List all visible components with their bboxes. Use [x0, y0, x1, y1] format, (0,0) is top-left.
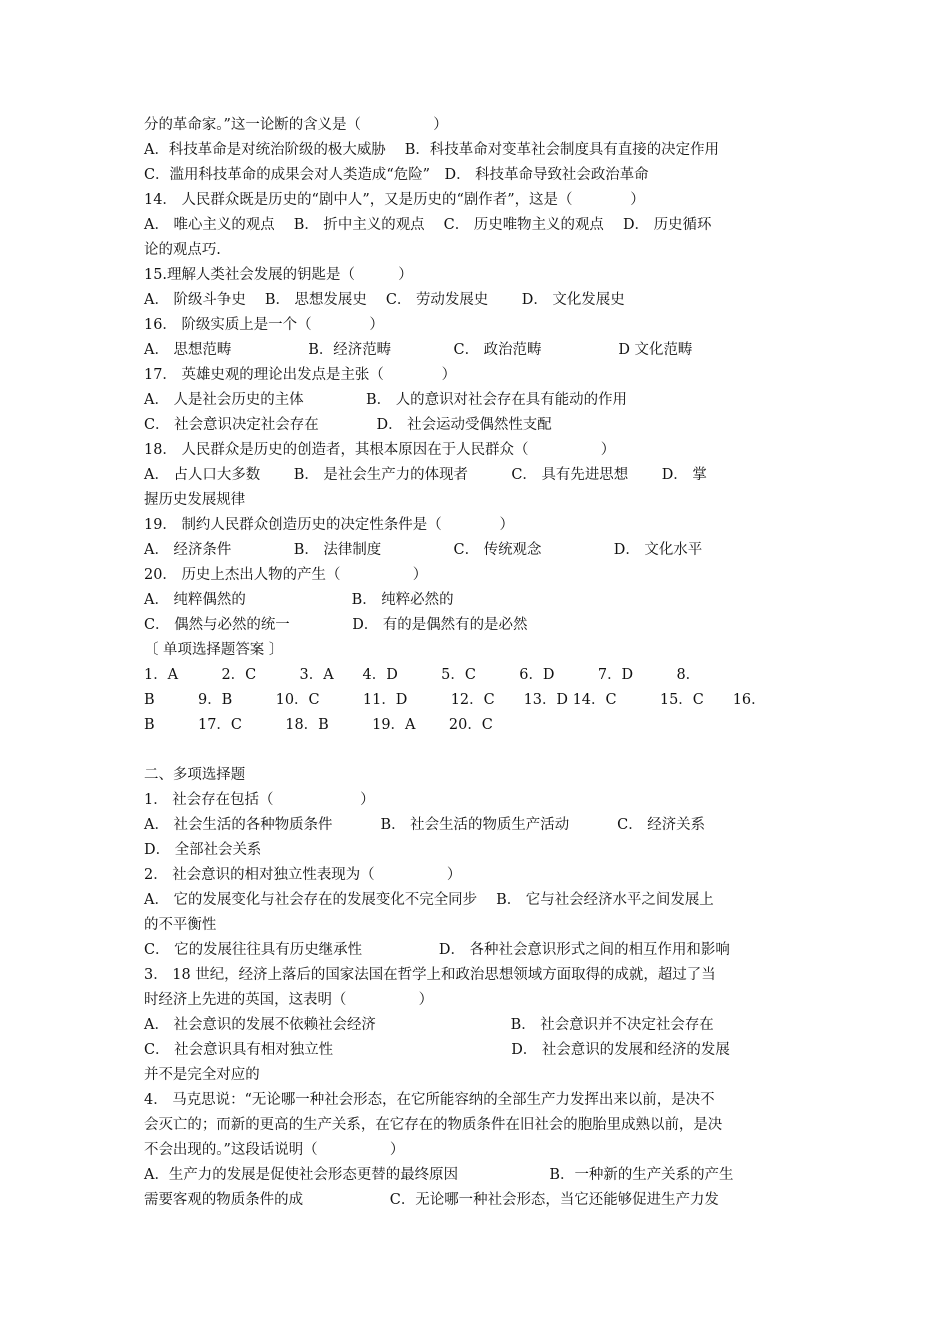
text-line: 14． 人民群众既是历史的“剧中人”，又是历史的“剧作者”，这是（ ）	[144, 192, 645, 208]
text-line: 分的革命家。”这一论断的含义是（ ）	[144, 117, 448, 133]
text-line: 1．A 2．C 3．A 4．D 5．C 6．D 7．D 8．	[144, 667, 701, 683]
text-line: C． 社会意识决定社会存在 D． 社会运动受偶然性支配	[144, 417, 552, 433]
text-line: A． 纯粹偶然的 B． 纯粹必然的	[144, 592, 454, 608]
text-line: 19． 制约人民群众创造历史的决定性条件是（ ）	[144, 517, 514, 533]
text-line: B 17．C 18．B 19．A 20．C	[144, 717, 493, 733]
text-line: C． 它的发展往往具有历史继承性 D． 各种社会意识形式之间的相互作用和影响	[144, 942, 730, 958]
text-line: A． 经济条件 B． 法律制度 C． 传统观念 D． 文化水平	[144, 542, 703, 558]
text-line: 4． 马克思说：“无论哪一种社会形态，在它所能容纳的全部生产力发挥出来以前，是决不	[144, 1092, 715, 1108]
text-line: C． 偶然与必然的统一 D． 有的是偶然有的是必然	[144, 617, 528, 633]
text-line: A． 占人口大多数 B． 是社会生产力的体现者 C． 具有先进思想 D． 掌	[144, 467, 707, 483]
text-line: 2． 社会意识的相对独立性表现为（ ）	[144, 867, 462, 883]
text-line: 18． 人民群众是历史的创造者，其根本原因在于人民群众（ ）	[144, 442, 616, 458]
text-line: 握历史发展规律	[144, 492, 246, 508]
text-line: 3． 18 世纪，经济上落后的国家法国在哲学上和政治思想领域方面取得的成就，超过了当	[144, 967, 716, 983]
text-line: B 9．B 10．C 11．D 12．C 13．D 14．C 15．C 16．	[144, 692, 766, 708]
document-body	[144, 113, 814, 1213]
text-line: D． 全部社会关系	[144, 842, 262, 858]
text-line: C．滥用科技革命的成果会对人类造成“危险” D． 科技革命导致社会政治革命	[144, 167, 649, 183]
text-line: A． 唯心主义的观点 B． 折中主义的观点 C． 历史唯物主义的观点 D． 历史循环	[144, 217, 712, 233]
text-line: 17． 英雄史观的理论出发点是主张（ ）	[144, 367, 457, 383]
text-line: 的不平衡性	[144, 917, 217, 933]
text-line	[144, 738, 812, 763]
text-line: 时经济上先进的英国，这表明（ ）	[144, 992, 434, 1008]
text-line: 不会出现的。”这段话说明（ ）	[144, 1142, 405, 1158]
text-line: A． 它的发展变化与社会存在的发展变化不完全同步 B． 它与社会经济水平之间发展上	[144, 892, 714, 908]
text-line: A． 人是社会历史的主体 B． 人的意识对社会存在具有能动的作用	[144, 392, 628, 408]
text-line: A．科技革命是对统治阶级的极大威胁 B．科技革命对变革社会制度具有直接的决定作用	[144, 142, 720, 158]
text-line: 论的观点巧.	[144, 242, 221, 258]
text-line: A． 思想范畴 B．经济范畴 C． 政治范畴 D 文化范畴	[144, 342, 693, 358]
text-line: 16． 阶级实质上是一个（ ）	[144, 317, 384, 333]
text-line: C． 社会意识具有相对独立性 D． 社会意识的发展和经济的发展	[144, 1042, 730, 1058]
text-line: A． 社会意识的发展不依赖社会经济 B． 社会意识并不决定社会存在	[144, 1017, 714, 1033]
text-line: 15.理解人类社会发展的钥匙是（ ）	[144, 267, 413, 283]
text-line: 二、多项选择题	[144, 767, 246, 783]
text-line: A． 阶级斗争史 B． 思想发展史 C． 劳动发展史 D． 文化发展史	[144, 292, 625, 308]
text-line: 并不是完全对应的	[144, 1067, 260, 1083]
text-line: A．生产力的发展是促使社会形态更替的最终原因 B．一种新的生产关系的产生	[144, 1167, 734, 1183]
text-line: 需要客观的物质条件的成 C．无论哪一种社会形态，当它还能够促进生产力发	[144, 1192, 719, 1208]
text-line: 20． 历史上杰出人物的产生（ ）	[144, 567, 428, 583]
text-line: 1． 社会存在包括（ ）	[144, 792, 375, 808]
text-line: 会灭亡的；而新的更高的生产关系，在它存在的物质条件在旧社会的胞胎里成熟以前，是决	[144, 1117, 723, 1133]
text-line: 〔 单项选择题答案 〕	[144, 642, 284, 658]
text-line: A． 社会生活的各种物质条件 B． 社会生活的物质生产活动 C． 经济关系	[144, 817, 706, 833]
